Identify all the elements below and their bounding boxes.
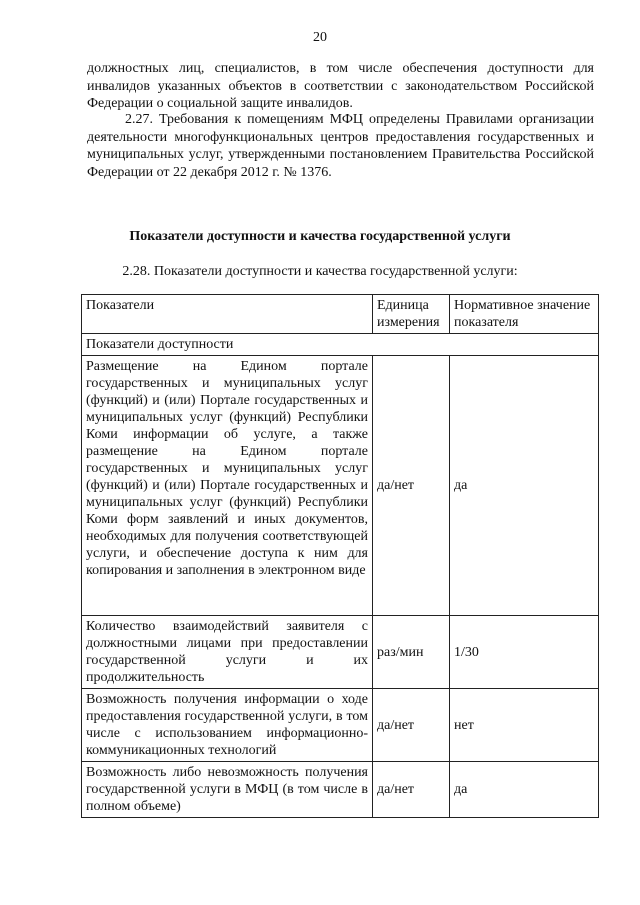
row-unit: да/нет [373,356,450,616]
table-header-row [82,295,599,334]
row-value: да [450,762,599,818]
row-indicator: Возможность получения информации о ходе предоставления государственной услуги, в том числе с использованием информационно-коммуникационных технологий [82,689,373,762]
table-row [82,616,599,689]
paragraph-continuation: должностных лиц, специалистов, в том числе обеспечения доступности для инвалидов указанных объектов в соответствии с законодательством Российской Федерации о социальной защите инвалидов. [87,61,594,111]
page-number: 20 [313,30,327,45]
table-row [82,689,599,762]
table-group-row [82,334,599,356]
table-row [82,762,599,818]
header-unit: Единица измерения [373,295,450,334]
row-unit: да/нет [373,689,450,762]
row-value: 1/30 [450,616,599,689]
subsection-2-28: 2.28. Показатели доступности и качества государственной услуги: [122,264,518,279]
row-value: нет [450,689,599,762]
row-indicator: Размещение на Едином портале государственных и муниципальных услуг (функций) и (или) Портале государственных и муниципальных услуг (функций) Республики Коми информации об услуге, а также размещение на Едином портале государственных и муниципальных услуг (функций) и (или) Портале государственных и муниципальных услуг (функций) Республики Коми форм заявлений и иных документов, необходимых для получения соответствующей услуги, и обеспечение доступа к ним для копирования и заполнения в электронном виде [82,356,373,616]
group-label: Показатели доступности [82,334,599,356]
paragraph-2-27: 2.27. Требования к помещениям МФЦ определены Правилами организации деятельности многофункциональных центров предоставления государственных и муниципальных услуг, утвержденными постановлением Правительства Российской Федерации от 22 декабря 2012 г. № 1376. [87,112,594,180]
indicators-table [81,294,599,818]
header-norm: Нормативное значение показателя [450,295,599,334]
row-value: да [450,356,599,616]
row-indicator: Количество взаимодействий заявителя с должностными лицами при предоставлении государственной услуги и их продолжительность [82,616,373,689]
row-unit: раз/мин [373,616,450,689]
header-indicator: Показатели [82,295,373,334]
section-heading: Показатели доступности и качества государственной услуги [129,229,511,244]
row-indicator: Возможность либо невозможность получения государственной услуги в МФЦ (в том числе в полном объеме) [82,762,373,818]
table-row [82,356,599,616]
row-unit: да/нет [373,762,450,818]
